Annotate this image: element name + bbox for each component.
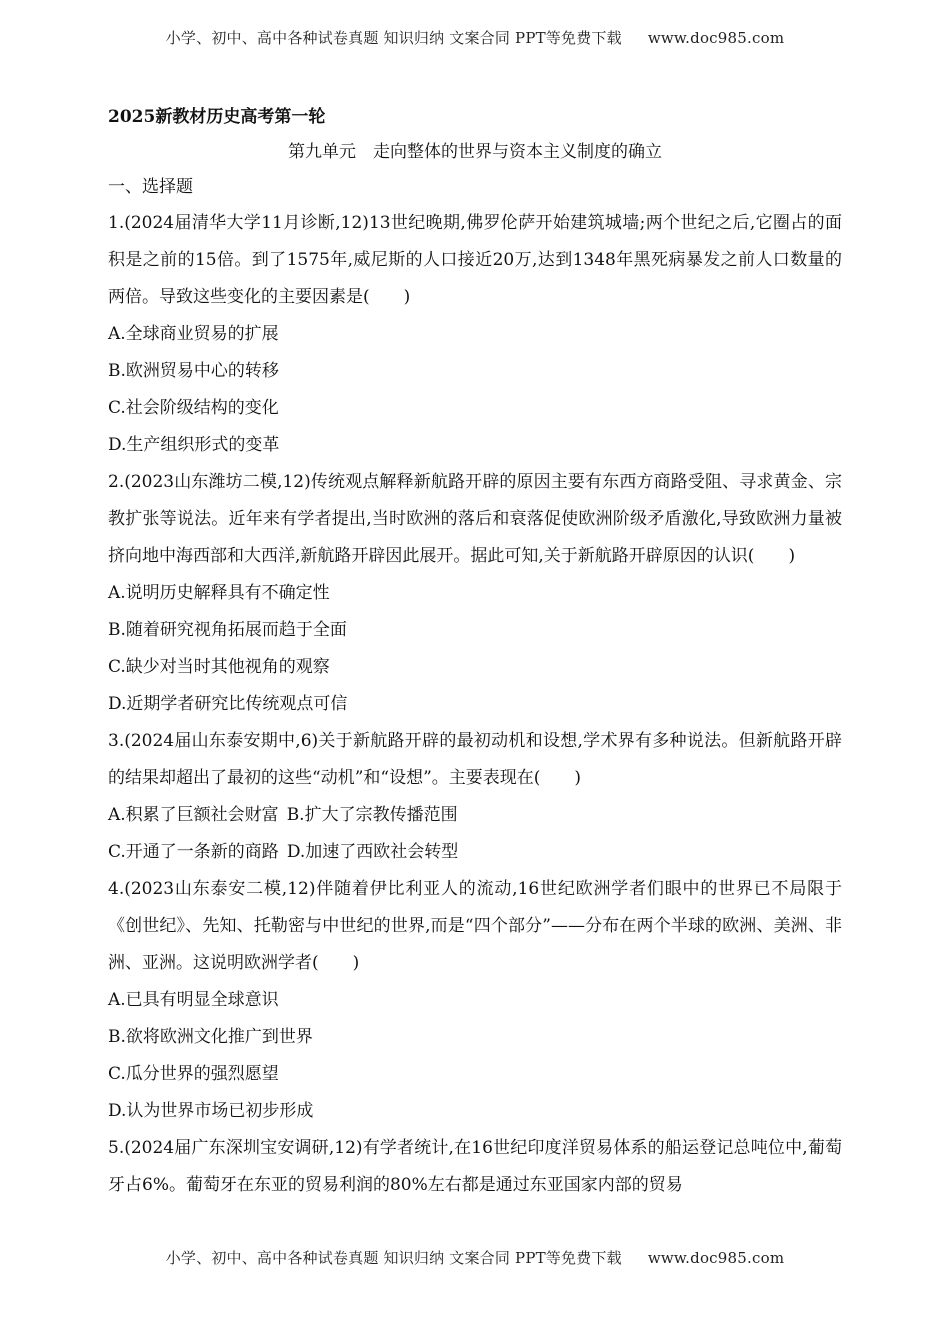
footer-url[interactable]: www.doc985.com xyxy=(647,1249,785,1267)
option-b: B.欲将欧洲文化推广到世界 xyxy=(108,1027,313,1047)
option-a: A.已具有明显全球意识 xyxy=(108,990,279,1010)
question-stem: 3.(2024届山东泰安期中,6)关于新航路开辟的最初动机和设想,学术界有多种说法。但新航路开辟的结果却超出了最初的这些“动机”和“设想”。主要表现在( ) xyxy=(108,731,842,788)
option-a: A.全球商业贸易的扩展 xyxy=(108,324,279,344)
header-url[interactable]: www.doc985.com xyxy=(647,29,785,47)
option-row-ab xyxy=(108,797,842,834)
option-b: B.扩大了宗教传播范围 xyxy=(286,805,458,825)
question-stem: 5.(2024届广东深圳宝安调研,12)有学者统计,在16世纪印度洋贸易体系的船运登记总吨位中,葡萄牙占6%。葡萄牙在东亚的贸易利润的80%左右都是通过东亚国家内部的贸易 xyxy=(108,1138,842,1195)
doc-title: 2025新教材历史高考第一轮 xyxy=(108,107,326,127)
question-stem: 4.(2023山东泰安二模,12)伴随着伊比利亚人的流动,16世纪欧洲学者们眼中的世界已不局限于《创世纪》、先知、托勒密与中世纪的世界,而是“四个部分”——分布在两个半球的欧洲、美洲、非洲、亚洲。这说明欧洲学者( ) xyxy=(108,879,842,973)
question-5 xyxy=(108,1130,842,1204)
option-row-cd xyxy=(108,834,842,871)
page-footer xyxy=(0,1247,950,1268)
question-stem: 1.(2024届清华大学11月诊断,12)13世纪晚期,佛罗伦萨开始建筑城墙;两个世纪之后,它圈占的面积是之前的15倍。到了1575年,威尼斯的人口接近20万,达到1348年黑死病暴发之前人口数量的两倍。导致这些变化的主要因素是( ) xyxy=(108,213,842,307)
option-a: A.说明历史解释具有不确定性 xyxy=(108,583,330,603)
option-c: C.瓜分世界的强烈愿望 xyxy=(108,1064,279,1084)
question-2 xyxy=(108,464,842,723)
section-title: 一、选择题 xyxy=(108,177,193,197)
question-1 xyxy=(108,205,842,464)
header-text: 小学、初中、高中各种试卷真题 知识归纳 文案合同 PPT等免费下载 xyxy=(165,29,622,47)
option-d: D.加速了西欧社会转型 xyxy=(286,842,459,862)
option-c: C.缺少对当时其他视角的观察 xyxy=(108,657,330,677)
option-b: B.欧洲贸易中心的转移 xyxy=(108,361,279,381)
document-body xyxy=(108,100,842,1204)
footer-text: 小学、初中、高中各种试卷真题 知识归纳 文案合同 PPT等免费下载 xyxy=(165,1249,622,1267)
question-3 xyxy=(108,723,842,871)
question-4 xyxy=(108,871,842,1130)
option-d: D.认为世界市场已初步形成 xyxy=(108,1101,314,1121)
option-c: C.开通了一条新的商路 xyxy=(108,842,279,862)
option-c: C.社会阶级结构的变化 xyxy=(108,398,279,418)
question-stem: 2.(2023山东潍坊二模,12)传统观点解释新航路开辟的原因主要有东西方商路受阻、寻求黄金、宗教扩张等说法。近年来有学者提出,当时欧洲的落后和衰落促使欧洲阶级矛盾激化,导致欧洲力量被挤向地中海西部和大西洋,新航路开辟因此展开。据此可知,关于新航路开辟原因的认识( ) xyxy=(108,472,842,566)
option-d: D.生产组织形式的变革 xyxy=(108,435,280,455)
option-b: B.随着研究视角拓展而趋于全面 xyxy=(108,620,347,640)
option-d: D.近期学者研究比传统观点可信 xyxy=(108,694,348,714)
unit-title: 第九单元 走向整体的世界与资本主义制度的确立 xyxy=(288,142,662,162)
page-header xyxy=(0,27,950,48)
option-a: A.积累了巨额社会财富 xyxy=(108,805,279,825)
